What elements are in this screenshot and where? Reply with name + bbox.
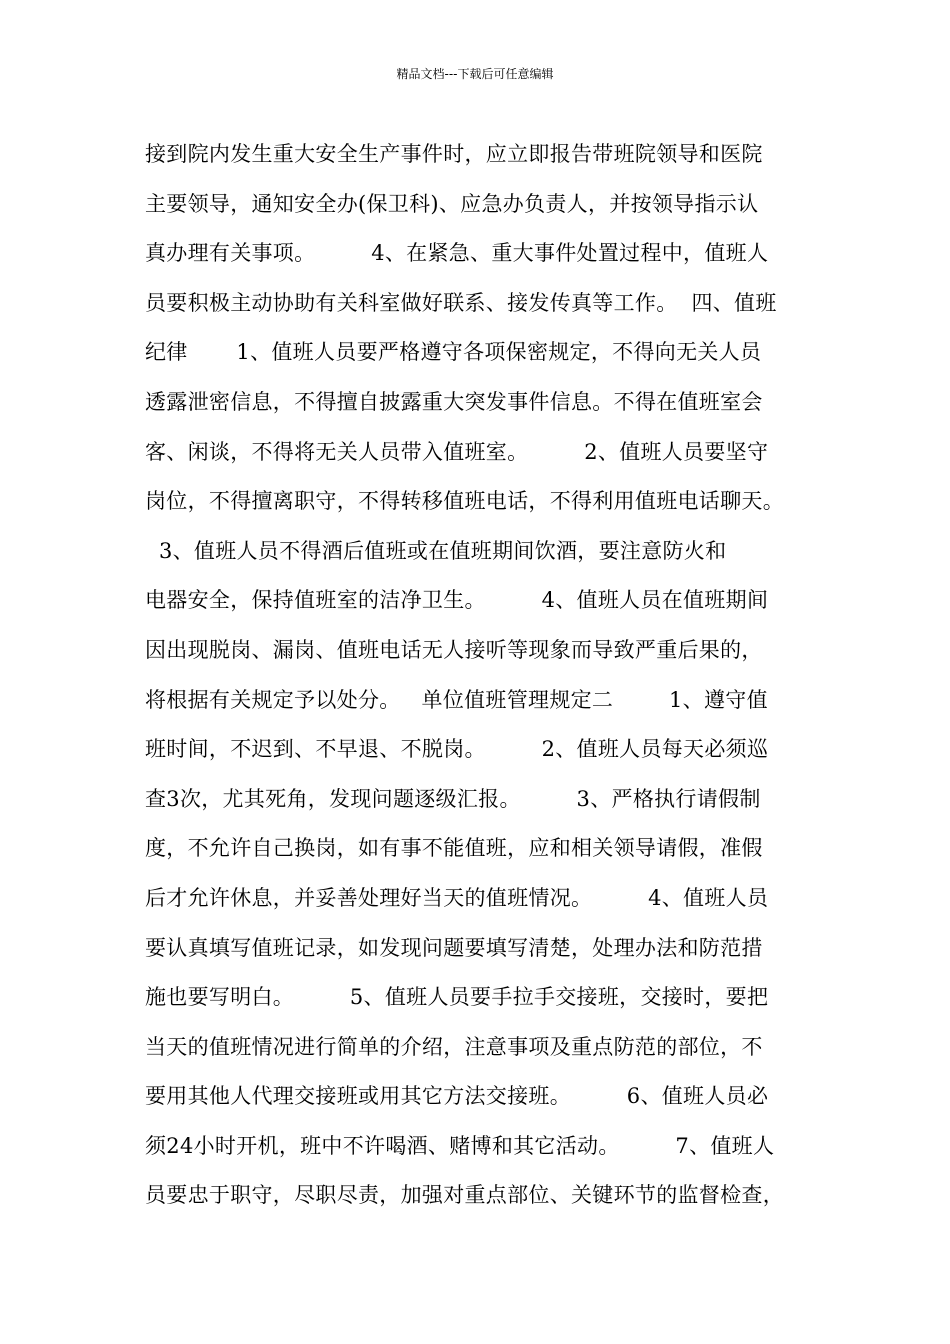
- text-line: 3、值班人员不得酒后值班或在值班期间饮酒，要注意防火和: [145, 538, 727, 563]
- text-line: 施也要写明白。 5、值班人员要手拉手交接班，交接时，要把: [145, 985, 769, 1010]
- text-line: 客、闲谈，不得将无关人员带入值班室。 2、值班人员要坚守: [145, 439, 769, 464]
- body-text: [145, 130, 825, 1221]
- text-line: 员要忠于职守，尽职尽责，加强对重点部位、关键环节的监督检查，: [145, 1183, 784, 1208]
- text-line: 纪律 1、值班人员要严格遵守各项保密规定，不得向无关人员: [145, 340, 762, 365]
- text-line: 查3次，尤其死角，发现问题逐级汇报。 3、严格执行请假制: [145, 786, 761, 811]
- text-line: 当天的值班情况进行简单的介绍，注意事项及重点防范的部位，不: [145, 1034, 763, 1059]
- page-header: 精品文档---下载后可任意编辑: [396, 67, 554, 81]
- text-line: 电器安全，保持值班室的洁净卫生。 4、值班人员在值班期间: [145, 588, 769, 613]
- text-line: 员要积极主动协助有关科室做好联系、接发传真等工作。 四、值班: [145, 290, 777, 315]
- text-line: 透露泄密信息，不得擅自披露重大突发事件信息。不得在值班室会: [145, 389, 763, 414]
- text-line: 要认真填写值班记录，如发现问题要填写清楚，处理办法和防范措: [145, 935, 763, 960]
- text-line: 班时间，不迟到、不早退、不脱岗。 2、值班人员每天必须巡: [145, 737, 769, 762]
- text-line: 度，不允许自己换岗，如有事不能值班，应和相关领导请假，准假: [145, 836, 763, 861]
- text-line: 主要领导，通知安全办(保卫科)、应急办负责人，并按领导指示认: [145, 191, 759, 216]
- text-line: 后才允许休息，并妥善处理好当天的值班情况。 4、值班人员: [145, 885, 769, 910]
- text-line: 接到院内发生重大安全生产事件时，应立即报告带班院领导和医院: [145, 142, 763, 166]
- text-line: 岗位，不得擅离职守，不得转移值班电话，不得利用值班电话聊天。: [145, 489, 784, 514]
- text-line: 须24小时开机，班中不许喝酒、赌博和其它活动。 7、值班人: [145, 1133, 775, 1158]
- text-line: 因出现脱岗、漏岗、值班电话无人接听等现象而导致严重后果的，: [145, 637, 763, 662]
- text-line: 要用其他人代理交接班或用其它方法交接班。 6、值班人员必: [145, 1084, 769, 1109]
- text-line: 将根据有关规定予以处分。 单位值班管理规定二 1、遵守值: [145, 687, 768, 712]
- text-line: 真办理有关事项。 4、在紧急、重大事件处置过程中，值班人: [145, 241, 769, 266]
